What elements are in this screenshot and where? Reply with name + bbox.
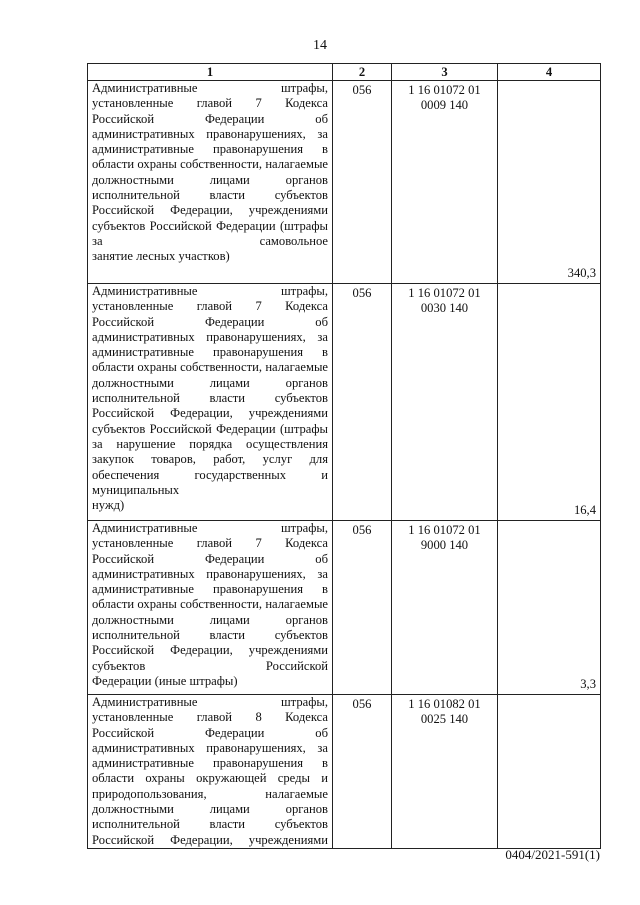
row-amount: 340,3 [498,81,601,284]
row-amount: 3,3 [498,521,601,695]
row-budget-code: 1 16 01072 01 0009 140 [392,81,498,284]
row-description: Административные штрафы, установленные главой 7 Кодекса Российской Федерации об административных правонарушениях, за административные правонарушения в области охраны собственности, налагаемые должностными лицами органов исполнительной власти субъектов Российской Федерации, учреждениями субъектов Российской Федерации (штрафы за самовольное занятие лесных участков) [88,81,333,284]
table-row [88,81,601,284]
row-description: Административные штрафы, установленные главой 7 Кодекса Российской Федерации об административных правонарушениях, за административные правонарушения в области охраны собственности, налагаемые должностными лицами органов исполнительной власти субъектов Российской Федерации, учреждениями субъектов Российской Федерации (штрафы за нарушение порядка осуществления закупок товаров, работ, услуг для обеспечения государственных и муниципальных нужд) [88,284,333,521]
table-row [88,521,601,695]
column-header-1: 1 [88,64,333,81]
row-admin-code: 056 [333,284,392,521]
column-header-2: 2 [333,64,392,81]
column-header-4: 4 [498,64,601,81]
row-admin-code: 056 [333,81,392,284]
table-row [88,695,601,849]
row-admin-code: 056 [333,521,392,695]
revenue-table [87,63,601,849]
row-admin-code: 056 [333,695,392,849]
row-description: Административные штрафы, установленные главой 7 Кодекса Российской Федерации об административных правонарушениях, за административные правонарушения в области охраны собственности, налагаемые должностными лицами органов исполнительной власти субъектов Российской Федерации, учреждениями субъектов Российской Федерации (иные штрафы) [88,521,333,695]
row-budget-code: 1 16 01072 01 9000 140 [392,521,498,695]
row-budget-code: 1 16 01082 01 0025 140 [392,695,498,849]
document-code: 0404/2021-591(1) [505,847,600,862]
row-budget-code: 1 16 01072 01 0030 140 [392,284,498,521]
table-header-row [88,64,601,81]
row-amount: 16,4 [498,284,601,521]
table-row [88,284,601,521]
row-amount [498,695,601,849]
page-number: 14 [313,38,327,53]
column-header-3: 3 [392,64,498,81]
row-description: Административные штрафы, установленные главой 8 Кодекса Российской Федерации об административных правонарушениях, за административные правонарушения в области охраны окружающей среды и природопользования, налагаемые должностными лицами органов исполнительной власти субъектов Российской Федерации, учреждениями [88,695,333,849]
